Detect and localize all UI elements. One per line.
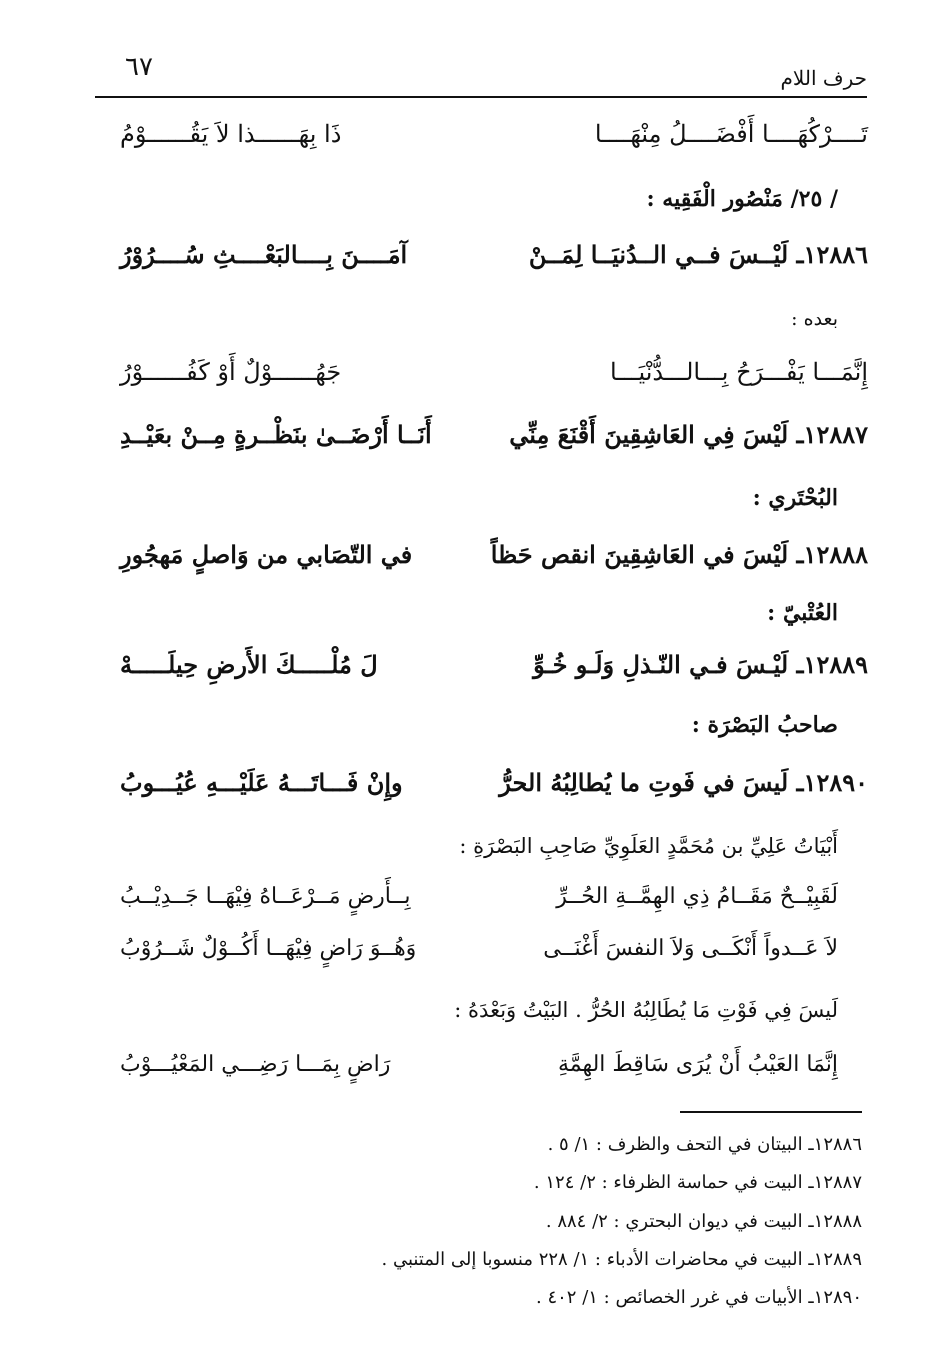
poet-heading: البُحْتَري : — [752, 485, 838, 511]
running-head: حرف اللام — [780, 66, 867, 90]
verse-first-hemistich: إِنَّمَـــا يَفْـــرَحُ بِـــالـــدُّنْيَـــا — [610, 358, 868, 386]
verse-first-hemistich: ١٢٨٨٧ـ لَيْسَ فِي العَاشِقِينَ أَقْنَعَ مِنِّي — [509, 420, 868, 449]
verse-second-hemistich: آمَــــنَ بِــــالبَعْــــثِ سُــــرُوْرُ — [120, 240, 408, 269]
verse-second-hemistich: بِــأَرضٍ مَــرْعَــاهُ فِيْهَــا جَــدِيْــبُ — [120, 884, 411, 909]
footnote: ١٢٨٨٦ـ البيتان في التحف والظرف : ١/ ٥ . — [547, 1134, 862, 1155]
footnote: ١٢٨٨٨ـ البيت في ديوان البحتري : ٢/ ٨٨٤ . — [545, 1211, 862, 1232]
verse-second-hemistich: رَاضٍ بِمَـــا رَضِـــي المَعْيُـــوْبُ — [120, 1052, 391, 1077]
footnote: ١٢٨٨٩ـ البيت في محاضرات الأدباء : ١/ ٢٢٨ منسوبا إلى المتنبي . — [381, 1249, 862, 1270]
verse-second-hemistich: أَنَــا أَرْضَــىٰ بنَظْــرةٍ مِــنْ بعَيْــدِ — [120, 420, 432, 449]
footnote-divider — [680, 1111, 862, 1113]
poet-heading: العُتْبيّ : — [767, 600, 838, 626]
footnote: ١٢٨٨٧ـ البيت في حماسة الظرفاء : ٢/ ١٢٤ . — [533, 1172, 862, 1193]
poet-heading: / ٢٥/ مَنْصُور الْفَقِيه : — [646, 186, 838, 212]
verse-first-hemistich: ١٢٨٨٩ـ لَيْـسَ فـي النّـذلِ وَلَـو خُـوِّ — [533, 650, 868, 679]
verse-first-hemistich: لَقَبِيْــحٌ مَقَــامُ ذِي الهِمَّــةِ الحُــرِّ — [556, 884, 838, 909]
verse-second-hemistich: وإِنْ فَـــاتَـــهُ عَلَيْـــهِ عُيُـــوبُ — [120, 768, 403, 797]
verse-first-hemistich: ١٢٨٩٠ـ لَيسَ في فَوتِ ما يُطالِبُهُ الحرُّ — [499, 768, 868, 797]
verse-second-hemistich: وَهُــوَ رَاضٍ فِيْهَــا أَكُــوْلٌ شَــرُوْبُ — [120, 936, 417, 961]
section-heading: بعده : — [791, 308, 838, 330]
poet-heading: صاحبُ البَصْرَة : — [691, 712, 838, 738]
verse-second-hemistich: لَ مُلْـــــكَ الأَرضِ حِيلَـــــهْ — [120, 650, 378, 679]
verse-first-hemistich: لاَ عَــدواً أَنْكَــى وَلاَ النفسَ أَغْنَــى — [543, 936, 838, 961]
page-number: ٦٧ — [125, 52, 153, 82]
footnote: ١٢٨٩٠ـ الأبيات في غرر الخصائص : ١/ ٤٠٢ . — [536, 1287, 862, 1308]
intro-line: أَبْيَاتُ عَلِيِّ بن مُحَمَّدٍ العَلَوِيِّ صَاحِبِ البَصْرَةِ : — [459, 834, 838, 858]
page-header — [95, 40, 867, 98]
verse-second-hemistich: جَهُــــــوْلٌ أَوْ كَفُــــــوْرُ — [120, 358, 342, 386]
verse-first-hemistich: تَــــرْكُهَــــا أَفْضَــــلُ مِنْهَــــا — [594, 120, 868, 148]
intro-line: لَيسَ فِي فَوْتِ مَا يُطَالِبُهُ الحُرُّ . البَيْتُ وَبَعْدَهُ : — [454, 998, 838, 1022]
verse-second-hemistich: ذَا بِهَــــــذا لاَ يَقُــــــوْمُ — [120, 120, 342, 148]
verse-first-hemistich: ١٢٨٨٨ـ لَيْسَ في العَاشِقِينَ انقص حَظاً — [490, 540, 868, 569]
verse-first-hemistich: إِنَّمَا العَيْبُ أَنْ يُرَى سَاقِطَ الهِمَّةِ — [557, 1052, 838, 1077]
verse-first-hemistich: ١٢٨٨٦ـ لَيْــسَ فــي الــدُنيَــا لِمَــنْ — [528, 240, 868, 269]
verse-second-hemistich: في التّصَابي من وَاصلٍ مَهجُورِ — [120, 540, 413, 569]
